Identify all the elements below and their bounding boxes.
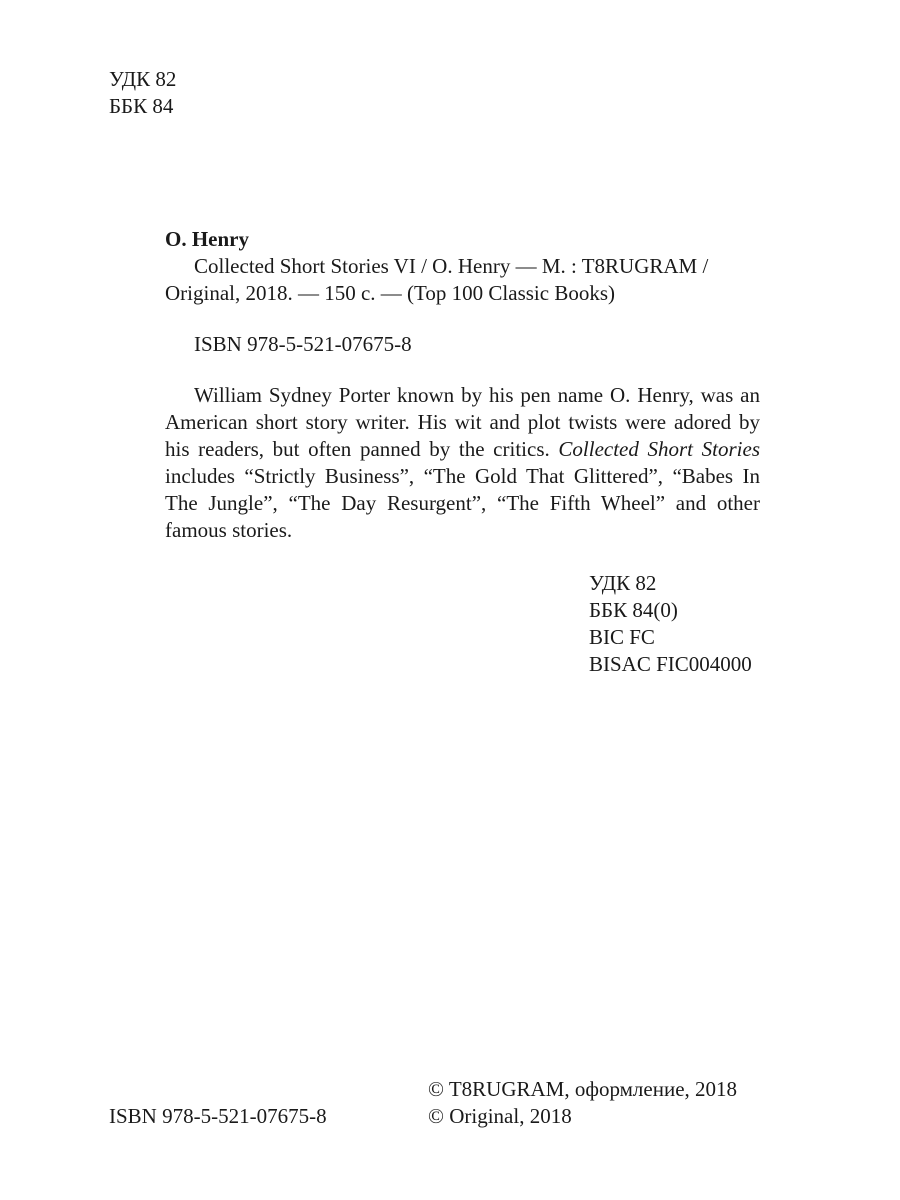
bottom-isbn: ISBN 978-5-521-07675-8 — [109, 1104, 327, 1128]
udk-code: УДК 82 — [109, 67, 177, 91]
author-name: O. Henry — [165, 227, 249, 251]
bibliographic-line-1: Collected Short Stories VI / O. Henry — M. : T8RUGRAM / — [194, 254, 709, 278]
copyright-design: © T8RUGRAM, оформление, 2018 — [428, 1077, 738, 1101]
isbn: ISBN 978-5-521-07675-8 — [194, 332, 412, 356]
annotation-text-1: William Sydney Porter known by his pen name O. Henry, was an American short story writer. His wit and plot twists were adored by his readers, but often panned by the critics. — [165, 383, 760, 461]
bibliographic-entry — [165, 226, 760, 307]
bbk-code: ББК 84(0) — [589, 598, 678, 622]
annotation — [165, 382, 760, 544]
bisac-code: BISAC FIC004000 — [589, 652, 752, 676]
classification-codes — [589, 570, 752, 678]
annotation-paragraph — [165, 382, 760, 544]
top-classification-codes — [109, 66, 176, 120]
annotation-book-title: Collected Short Stories — [558, 437, 760, 461]
bbk-code: ББК 84 — [109, 94, 174, 118]
copyright-notices — [428, 1076, 737, 1130]
udk-code: УДК 82 — [589, 571, 657, 595]
copyright-original: © Original, 2018 — [428, 1104, 572, 1128]
annotation-text-2: includes “Strictly Business”, “The Gold That Glittered”, “Babes In The Jungle”, “The Day Resurgent”, “The Fifth Wheel” and other famous stories. — [165, 464, 760, 542]
bibliographic-line-2: Original, 2018. — 150 c. — (Top 100 Classic Books) — [165, 281, 615, 305]
bic-code: BIC FC — [589, 625, 655, 649]
